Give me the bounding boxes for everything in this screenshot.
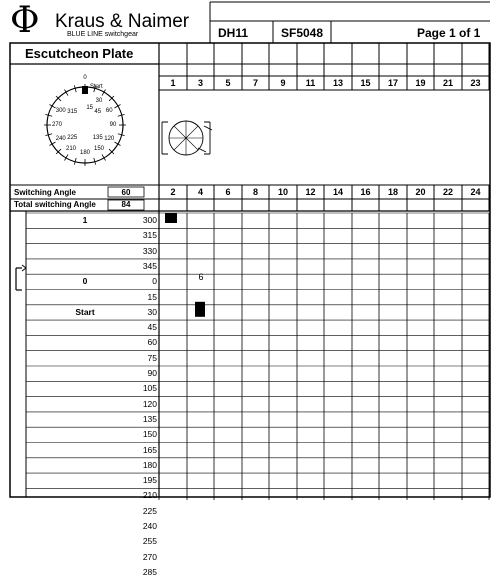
dial-label-90: 90 <box>109 122 117 128</box>
degree-cell-150: 150 <box>142 429 157 440</box>
dial-label-150: 150 <box>93 146 105 153</box>
terminal-top-15: 15 <box>360 78 371 88</box>
degree-cell-15: 15 <box>147 291 157 302</box>
degree-cell-210: 210 <box>142 490 157 501</box>
terminal-top-17: 17 <box>387 78 399 88</box>
dial-label-270: 270 <box>51 122 63 128</box>
total-switching-value: 84 <box>121 200 131 209</box>
terminal-top-5: 5 <box>225 78 231 88</box>
dial-inner-label-315: 315 <box>67 109 78 116</box>
contact-label: 6 <box>198 272 204 282</box>
terminal-bottom-10: 10 <box>277 187 289 197</box>
degree-cell-195: 195 <box>142 475 157 486</box>
degree-cell-0: 0 <box>152 276 157 287</box>
dial-label-300: 300 <box>55 108 66 114</box>
article-number: SF5048 <box>281 26 324 40</box>
degree-cell-105: 105 <box>142 383 157 394</box>
degree-cell-330: 330 <box>142 245 157 256</box>
degree-cell-60: 60 <box>147 337 157 348</box>
terminal-bottom-24: 24 <box>470 187 481 197</box>
terminal-bottom-20: 20 <box>415 187 426 197</box>
terminal-bottom-16: 16 <box>360 187 371 197</box>
terminal-bottom-8: 8 <box>252 187 259 197</box>
plate-title: Escutcheon Plate <box>25 46 134 61</box>
degree-cell-120: 120 <box>142 398 157 409</box>
dial-inner-label-15: 15 <box>86 104 93 111</box>
position-cell-1: 1 <box>82 215 88 225</box>
degree-cell-240: 240 <box>142 521 157 531</box>
degree-cell-90: 90 <box>147 368 157 378</box>
terminal-bottom-4: 4 <box>197 187 204 197</box>
terminal-bottom-18: 18 <box>387 187 399 197</box>
terminal-top-19: 19 <box>415 78 426 88</box>
degree-cell-30: 30 <box>147 306 157 317</box>
position-cell-Start: Start <box>75 306 95 317</box>
terminal-top-9: 9 <box>280 78 286 88</box>
terminal-top-13: 13 <box>332 78 344 88</box>
terminal-top-11: 11 <box>305 78 316 88</box>
degree-cell-165: 165 <box>142 444 157 455</box>
degree-cell-300: 300 <box>142 215 157 225</box>
degree-cell-45: 45 <box>147 322 157 333</box>
brand-name: Kraus & Naimer <box>55 11 190 32</box>
dial-inner-label-135: 135 <box>92 134 103 141</box>
dial-label-120: 120 <box>104 136 115 142</box>
switching-angle-value: 60 <box>121 188 131 197</box>
terminal-bottom-2: 2 <box>170 187 176 197</box>
logo-icon: Φ <box>10 0 40 41</box>
dial-inner-label-225: 225 <box>67 134 78 141</box>
dial-label-240: 240 <box>55 136 66 142</box>
position-cell-0: 0 <box>82 276 88 287</box>
dial-start-marker <box>82 86 88 94</box>
degree-cell-180: 180 <box>142 459 157 470</box>
terminal-top-23: 23 <box>470 78 481 88</box>
terminal-top-7: 7 <box>252 78 259 88</box>
dial-label-60: 60 <box>105 108 113 114</box>
degree-cell-270: 270 <box>142 551 157 562</box>
switching-angle-label: Switching Angle <box>14 188 76 197</box>
degree-cell-75: 75 <box>147 352 157 363</box>
dial-start-label: Start <box>90 84 103 90</box>
dial-label-210: 210 <box>65 146 77 153</box>
page-indicator: Page 1 of 1 <box>417 26 481 40</box>
terminal-bottom-6: 6 <box>225 187 231 197</box>
degree-cell-345: 345 <box>142 260 157 271</box>
dial-label-180: 180 <box>79 150 91 156</box>
dial-label-30: 30 <box>95 97 103 104</box>
degree-cell-315: 315 <box>142 230 157 241</box>
terminal-top-3: 3 <box>197 78 204 88</box>
terminal-bottom-14: 14 <box>332 187 344 197</box>
terminal-bottom-22: 22 <box>442 187 454 197</box>
terminal-top-21: 21 <box>442 78 454 88</box>
brand-tagline: BLUE LINE switchgear <box>67 31 139 38</box>
dial-label-0: 0 <box>83 75 87 81</box>
total-switching-label: Total switching Angle <box>14 200 96 209</box>
terminal-bottom-12: 12 <box>305 187 316 197</box>
degree-cell-225: 225 <box>142 505 157 516</box>
terminal-top-1: 1 <box>170 78 176 88</box>
doc-code: DH11 <box>218 26 249 40</box>
dial-inner-label-45: 45 <box>94 109 102 116</box>
degree-cell-135: 135 <box>142 413 157 424</box>
degree-cell-255: 255 <box>142 536 157 547</box>
degree-cell-285: 285 <box>142 566 157 577</box>
